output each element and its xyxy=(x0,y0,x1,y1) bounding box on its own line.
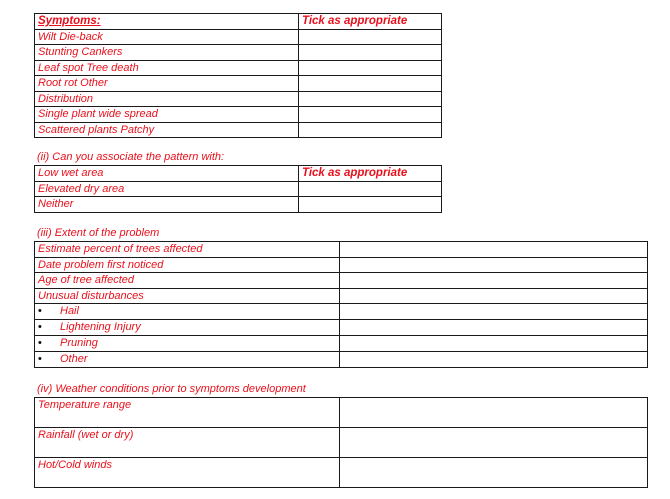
extent-label: Age of tree affected xyxy=(35,273,340,289)
answer-cell[interactable] xyxy=(340,304,648,320)
disturbance-label: Pruning xyxy=(60,337,98,349)
pattern-label: Low wet area xyxy=(35,166,299,182)
section-iv-title: (iv) Weather conditions prior to symptoms development xyxy=(37,383,306,395)
table-row xyxy=(35,320,648,336)
symptom-label: Single plant wide spread xyxy=(35,107,299,123)
answer-cell[interactable] xyxy=(340,398,648,428)
answer-cell[interactable] xyxy=(340,320,648,336)
table-row xyxy=(35,428,648,458)
symptom-label: Wilt Die-back xyxy=(35,29,299,45)
table-row xyxy=(35,304,648,320)
bullet-icon: • xyxy=(38,321,42,333)
symptom-label: Scattered plants Patchy xyxy=(35,122,299,138)
disturbance-label: Lightening Injury xyxy=(60,321,141,333)
bullet-icon: • xyxy=(38,353,42,365)
bullet-icon: • xyxy=(38,337,42,349)
answer-cell[interactable] xyxy=(340,257,648,273)
table-row xyxy=(35,107,442,123)
table-row xyxy=(35,288,648,304)
weather-label: Temperature range xyxy=(35,398,340,428)
table-row xyxy=(35,181,442,197)
answer-cell[interactable] xyxy=(340,352,648,368)
disturbance-label: Hail xyxy=(60,305,79,317)
table-row xyxy=(35,257,648,273)
extent-label: Estimate percent of trees affected xyxy=(35,242,340,258)
tick-cell[interactable] xyxy=(299,76,442,92)
disturbance-label: Other xyxy=(60,353,88,365)
tick-cell[interactable] xyxy=(299,29,442,45)
table-row xyxy=(35,352,648,368)
table-row xyxy=(35,273,648,289)
tick-cell[interactable] xyxy=(299,60,442,76)
tick-cell[interactable] xyxy=(299,107,442,123)
section-ii-title: (ii) Can you associate the pattern with: xyxy=(37,151,225,163)
table-row xyxy=(35,29,442,45)
pattern-label: Neither xyxy=(35,197,299,213)
weather-label: Hot/Cold winds xyxy=(35,458,340,488)
symptoms-header: Symptoms: xyxy=(38,15,101,27)
table-row xyxy=(35,398,648,428)
symptoms-table xyxy=(34,13,442,138)
tick-header: Tick as appropriate xyxy=(299,166,442,182)
extent-label: Unusual disturbances xyxy=(35,288,340,304)
table-row xyxy=(35,166,442,182)
weather-label: Rainfall (wet or dry) xyxy=(35,428,340,458)
answer-cell[interactable] xyxy=(340,273,648,289)
table-row xyxy=(35,14,442,30)
symptom-label: Root rot Other xyxy=(35,76,299,92)
answer-cell[interactable] xyxy=(340,336,648,352)
tick-cell[interactable] xyxy=(299,45,442,61)
table-row xyxy=(35,76,442,92)
table-row xyxy=(35,60,442,76)
symptom-label: Stunting Cankers xyxy=(35,45,299,61)
table-row xyxy=(35,91,442,107)
extent-table xyxy=(34,241,648,368)
symptom-label: Leaf spot Tree death xyxy=(35,60,299,76)
table-row xyxy=(35,336,648,352)
tick-cell[interactable] xyxy=(299,91,442,107)
bullet-icon: • xyxy=(38,305,42,317)
answer-cell[interactable] xyxy=(340,242,648,258)
pattern-table xyxy=(34,165,442,213)
table-row xyxy=(35,242,648,258)
answer-cell[interactable] xyxy=(340,428,648,458)
table-row xyxy=(35,45,442,61)
table-row xyxy=(35,122,442,138)
weather-table xyxy=(34,397,648,488)
tick-cell[interactable] xyxy=(299,181,442,197)
section-iii-title: (iii) Extent of the problem xyxy=(37,227,160,239)
tick-cell[interactable] xyxy=(299,122,442,138)
table-row xyxy=(35,458,648,488)
table-row xyxy=(35,197,442,213)
symptom-label: Distribution xyxy=(35,91,299,107)
pattern-label: Elevated dry area xyxy=(35,181,299,197)
extent-label: Date problem first noticed xyxy=(35,257,340,273)
answer-cell[interactable] xyxy=(340,288,648,304)
answer-cell[interactable] xyxy=(340,458,648,488)
tick-cell[interactable] xyxy=(299,197,442,213)
tick-header: Tick as appropriate xyxy=(299,14,442,30)
